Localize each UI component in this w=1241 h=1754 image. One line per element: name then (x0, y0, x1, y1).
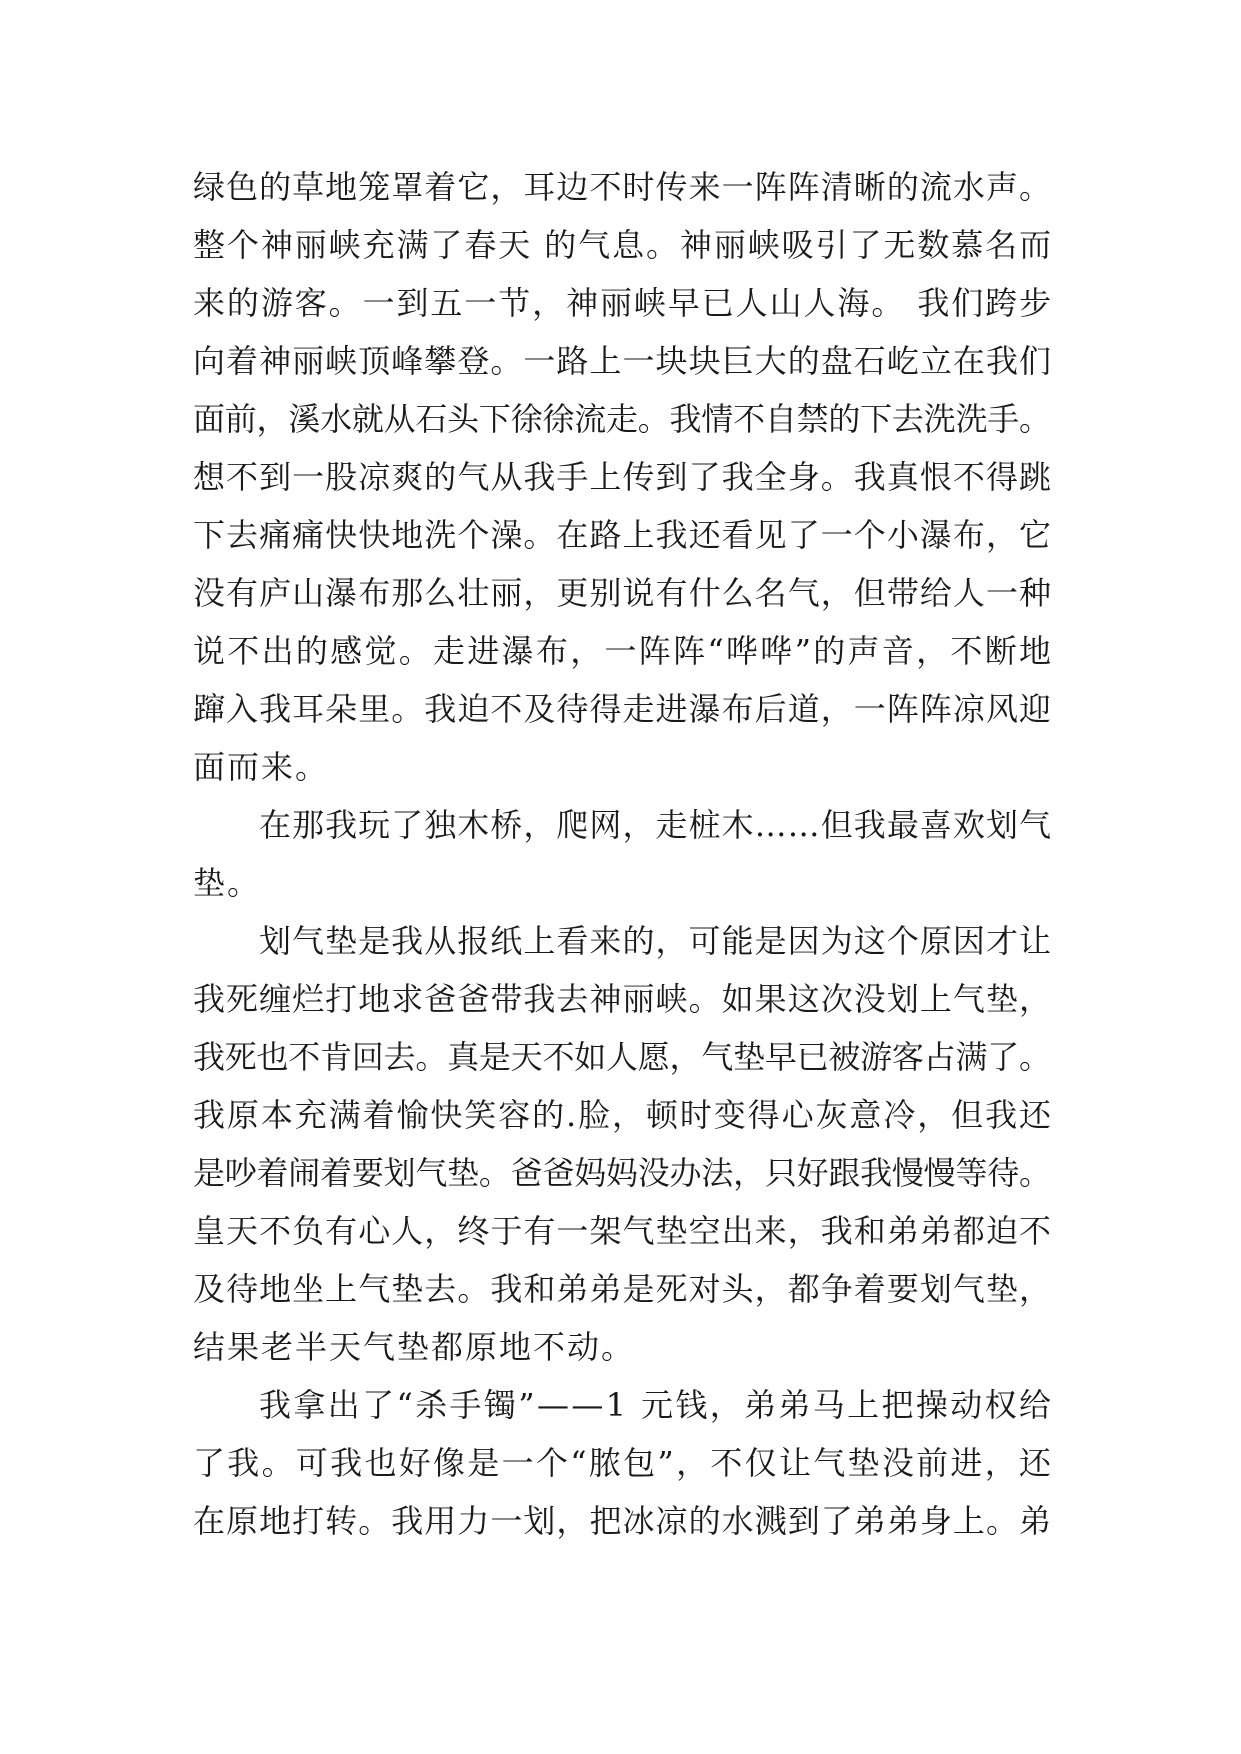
paragraph-first-line: 在那我玩了独木桥，爬网，走桩木……但我最喜欢划气 (259, 806, 1053, 844)
text-line: 没有庐山瀑布那么壮丽，更别说有什么名气，但带给人一种 (193, 574, 1053, 612)
text-line: 来的游客。一到五一节，神丽峡早已人山人海。 我们跨步 (193, 284, 1053, 322)
text-line: 想不到一股凉爽的气从我手上传到了我全身。我真恨不得跳 (193, 458, 1053, 496)
text-line: 整个神丽峡充满了春天 的气息。神丽峡吸引了无数慕名而 (193, 226, 1053, 264)
text-line: 是吵着闹着要划气垫。爸爸妈妈没办法，只好跟我慢慢等待。 (193, 1154, 1051, 1192)
text-line: 面前，溪水就从石头下徐徐流走。我情不自禁的下去洗洗手。 (193, 400, 1051, 438)
paragraph-first-line: 划气垫是我从报纸上看来的，可能是因为这个原因才让 (259, 922, 1053, 960)
text-line: 及待地坐上气垫去。我和弟弟是死对头，都争着要划气垫， (193, 1270, 1053, 1308)
text-line: 说不出的感觉。走进瀑布，一阵阵“哗哗”的声音，不断地 (193, 632, 1054, 670)
text-line: 垫。 (193, 864, 262, 902)
text-line: 绿色的草地笼罩着它，耳边不时传来一阵阵清晰的流水声。 (193, 168, 1053, 206)
text-line: 皇天不负有心人，终于有一架气垫空出来，我和弟弟都迫不 (193, 1212, 1053, 1250)
text-line: 我原本充满着愉快笑容的.脸，顿时变得心灰意冷，但我还 (193, 1096, 1053, 1134)
text-line: 我死也不肯回去。真是天不如人愿，气垫早已被游客占满了。 (193, 1038, 1051, 1076)
text-line: 蹿入我耳朵里。我迫不及待得走进瀑布后道，一阵阵凉风迎 (193, 690, 1053, 728)
paragraph-first-line: 我拿出了“杀手镯”——1 元钱，弟弟马上把操动权给 (259, 1386, 1054, 1424)
body-text (193, 158, 1073, 1550)
text-line: 我死缠烂打地求爸爸带我去神丽峡。如果这次没划上气垫， (193, 980, 1053, 1018)
text-line: 了我。可我也好像是一个“脓包”，不仅让气垫没前进，还 (193, 1444, 1054, 1482)
text-line: 下去痛痛快快地洗个澡。在路上我还看见了一个小瀑布，它 (193, 516, 1053, 554)
text-line: 结果老半天气垫都原地不动。 (193, 1328, 636, 1366)
text-line: 在原地打转。我用力一划，把冰凉的水溅到了弟弟身上。弟 (193, 1502, 1053, 1540)
text-line: 面而来。 (193, 748, 330, 786)
text-line: 向着神丽峡顶峰攀登。一路上一块块巨大的盘石屹立在我们 (193, 342, 1053, 380)
